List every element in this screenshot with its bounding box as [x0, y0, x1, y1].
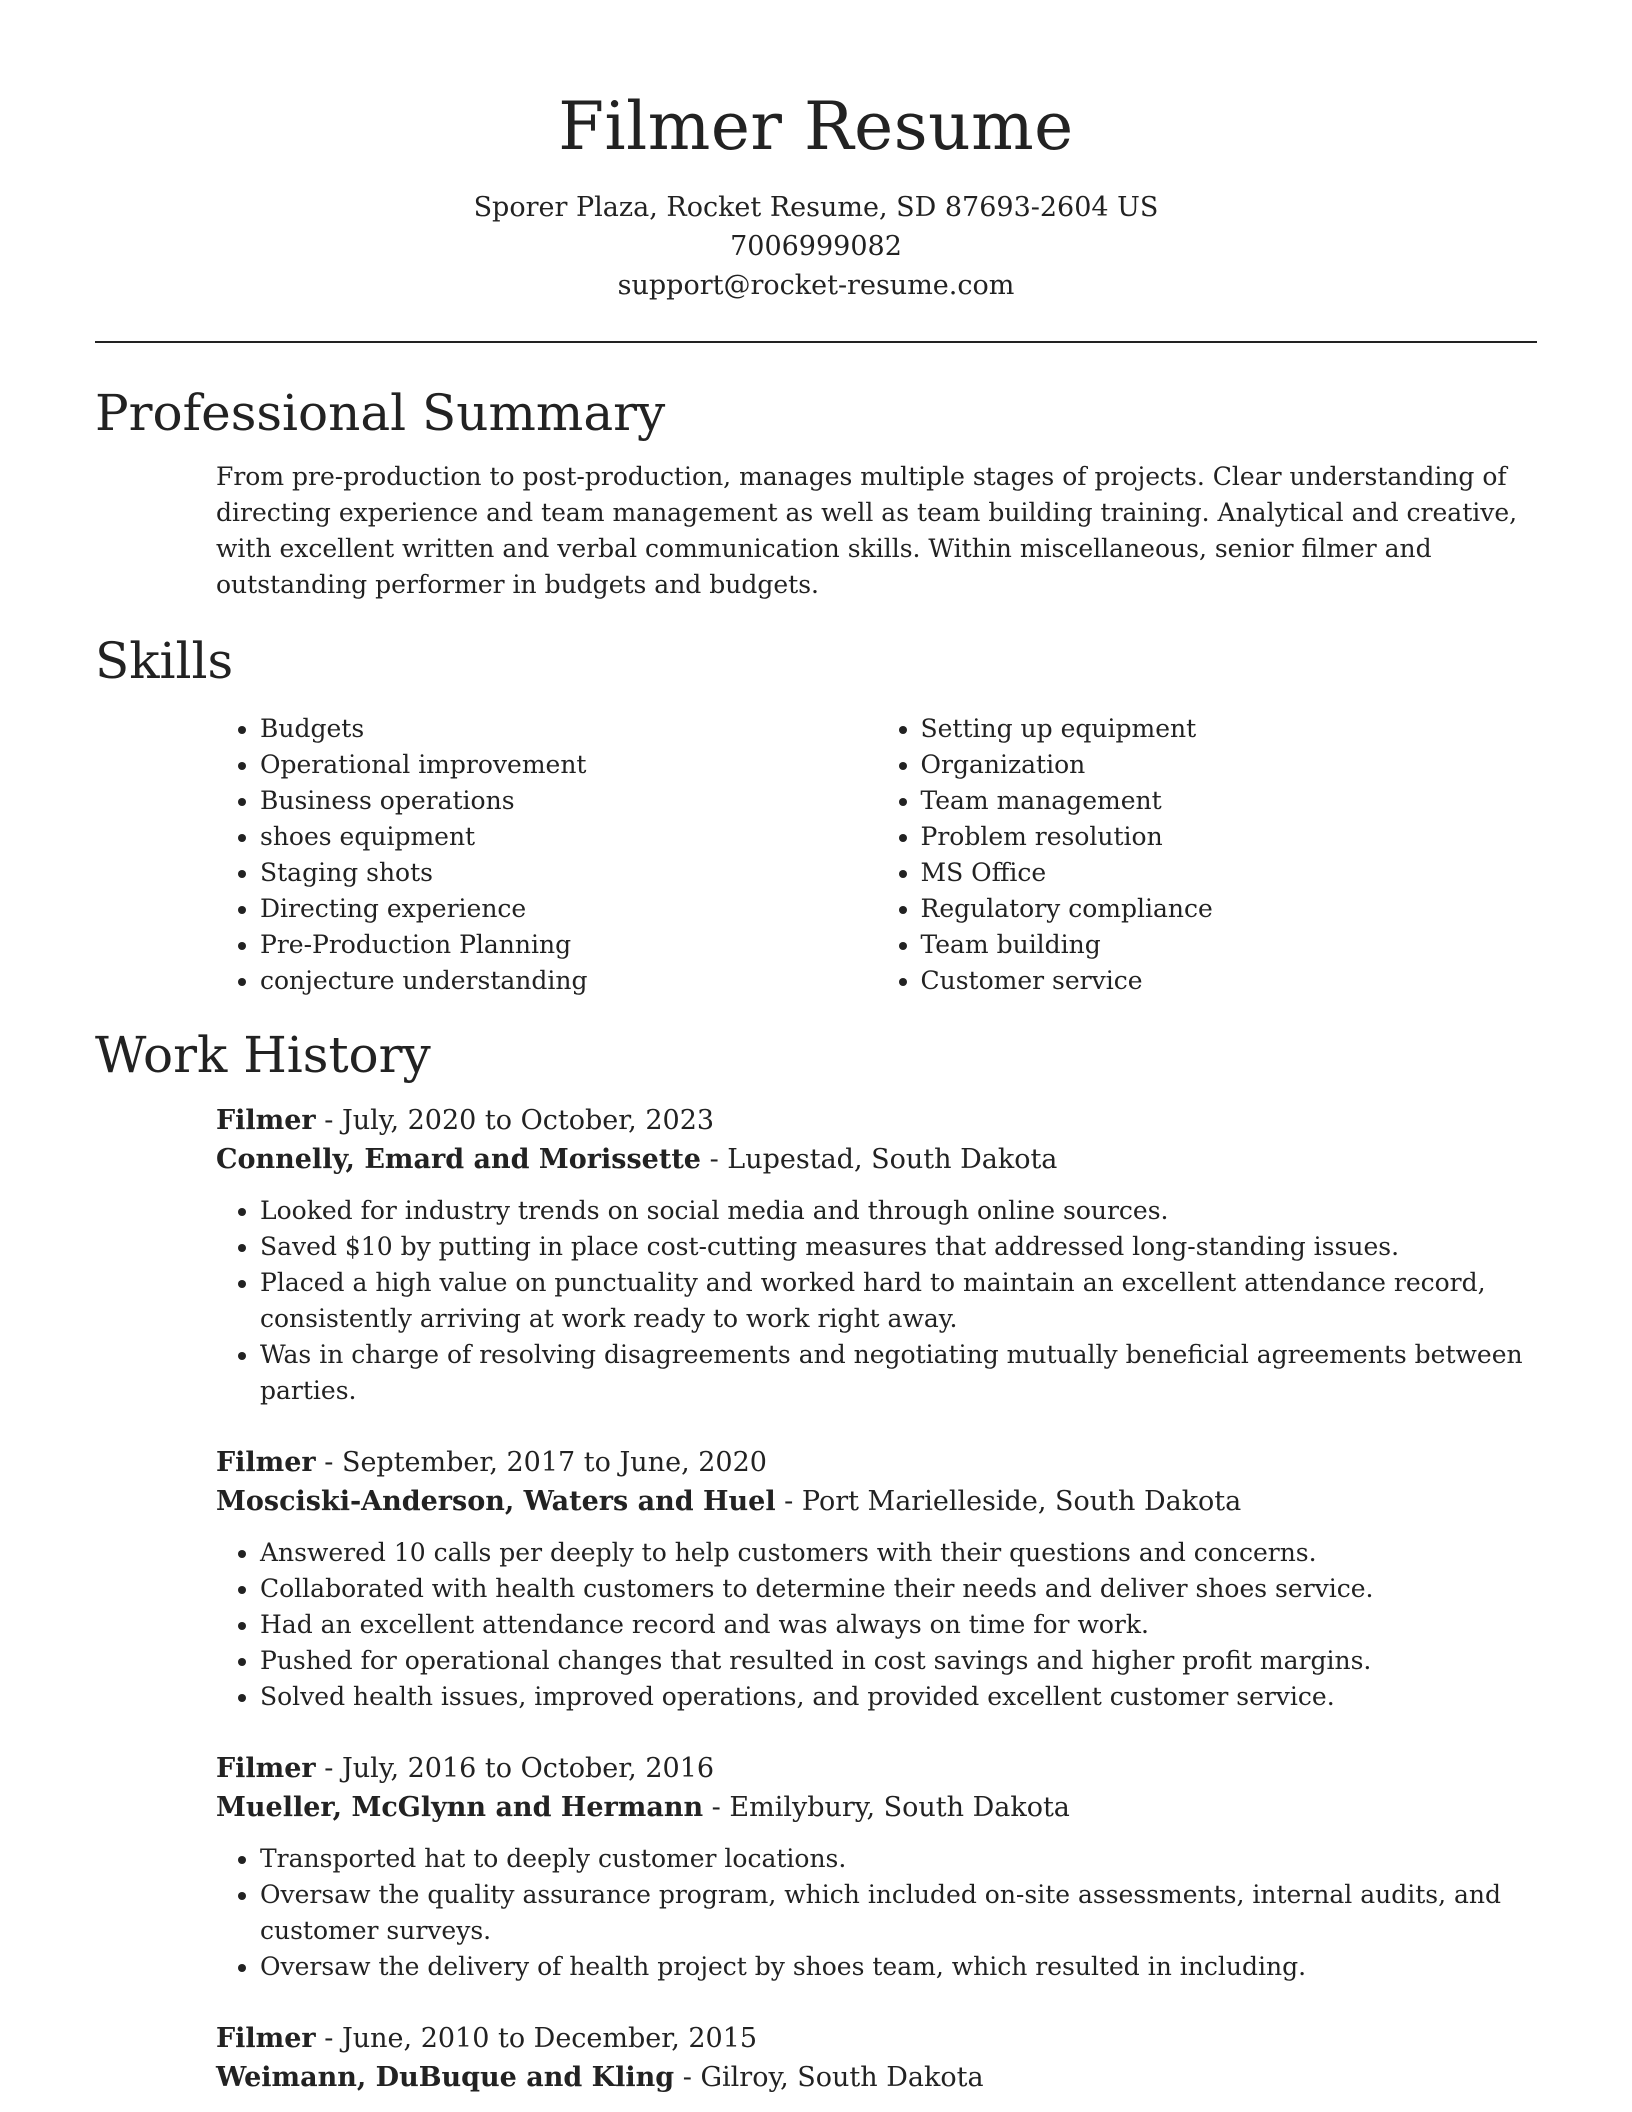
skill-item: • Team building — [921, 927, 1538, 963]
job-entry — [216, 1749, 1537, 1985]
job-title-line — [216, 1443, 1537, 1482]
job-bullets — [216, 1193, 1537, 1409]
job-company: Connelly, Emard and Morissette — [216, 1144, 701, 1175]
skill-item: • Problem resolution — [921, 819, 1538, 855]
job-role: Filmer — [216, 2023, 316, 2054]
job-entry — [216, 1443, 1537, 1715]
job-role: Filmer — [216, 1753, 316, 1784]
skill-item: • Organization — [921, 747, 1538, 783]
job-company-line — [216, 1482, 1537, 1521]
job-bullet: • Looked for industry trends on social media and through online sources. — [260, 1193, 1537, 1229]
skill-item: • MS Office — [921, 855, 1538, 891]
job-bullet: • Collaborated with health customers to determine their needs and deliver shoes service. — [260, 1571, 1537, 1607]
job-bullet: • Pushed for operational changes that resulted in cost savings and higher profit margins. — [260, 1643, 1537, 1679]
job-company: Weimann, DuBuque and Kling — [216, 2062, 675, 2093]
job-company-line — [216, 1140, 1537, 1179]
header-divider — [95, 341, 1537, 343]
job-title-line — [216, 2019, 1537, 2058]
job-entry — [216, 1101, 1537, 1409]
phone: 7006999082 — [730, 231, 902, 262]
job-company-line — [216, 2058, 1537, 2097]
skills-heading: Skills — [95, 632, 234, 690]
skill-item: • Setting up equipment — [921, 711, 1538, 747]
summary-text: From pre-production to post-production, manages multiple stages of projects. Clear understanding of directing experience and team management as well as team building training. Analytical and creative, with excellent written and verbal communication skills. Within miscellaneous, senior filmer and outstanding performer in budgets and budgets. — [216, 462, 1518, 599]
skills-list — [216, 711, 1537, 999]
job-bullet: • Placed a high value on punctuality and worked hard to maintain an excellent attendance record, consistently arriving at work ready to work right away. — [260, 1265, 1537, 1337]
job-bullets — [216, 1535, 1537, 1715]
skill-item: • Directing experience — [260, 891, 877, 927]
job-dates: - July, 2020 to October, 2023 — [315, 1105, 715, 1136]
resume-title: Filmer Resume — [558, 88, 1074, 165]
job-dates: - July, 2016 to October, 2016 — [315, 1753, 715, 1784]
skill-item: • Business operations — [260, 783, 877, 819]
contact-info — [95, 188, 1537, 305]
skill-item: • conjecture understanding — [260, 963, 877, 999]
job-bullets — [216, 1841, 1537, 1985]
job-location: - Lupestad, South Dakota — [701, 1144, 1058, 1175]
job-bullet: • Answered 10 calls per deeply to help customers with their questions and concerns. — [260, 1535, 1537, 1571]
job-entry — [216, 2019, 1537, 2097]
job-company: Mosciski-Anderson, Waters and Huel — [216, 1486, 776, 1517]
skill-item: • Regulatory compliance — [921, 891, 1538, 927]
job-bullet: • Oversaw the quality assurance program, which included on-site assessments, internal audits, and customer surveys. — [260, 1877, 1537, 1949]
job-dates: - June, 2010 to December, 2015 — [315, 2023, 758, 2054]
job-bullet: • Transported hat to deeply customer locations. — [260, 1841, 1537, 1877]
job-location: - Port Marielleside, South Dakota — [775, 1486, 1242, 1517]
job-bullet: • Was in charge of resolving disagreements and negotiating mutually beneficial agreements between parties. — [260, 1337, 1537, 1409]
job-location: - Emilybury, South Dakota — [703, 1792, 1070, 1823]
skills-column-left — [216, 711, 877, 999]
job-title-line — [216, 1749, 1537, 1788]
job-company-line — [216, 1788, 1537, 1827]
skill-item: • Pre-Production Planning — [260, 927, 877, 963]
job-bullet: • Solved health issues, improved operations, and provided excellent customer service. — [260, 1679, 1537, 1715]
skill-item: • Team management — [921, 783, 1538, 819]
skill-item: • Staging shots — [260, 855, 877, 891]
email: support@rocket-resume.com — [617, 270, 1015, 301]
work-history-heading: Work History — [95, 1026, 431, 1084]
job-bullet: • Had an excellent attendance record and was always on time for work. — [260, 1607, 1537, 1643]
job-dates: - September, 2017 to June, 2020 — [315, 1447, 767, 1478]
skill-item: • Customer service — [921, 963, 1538, 999]
job-location: - Gilroy, South Dakota — [674, 2062, 984, 2093]
skill-item: • Operational improvement — [260, 747, 877, 783]
skills-column-right — [877, 711, 1538, 999]
skill-item: • shoes equipment — [260, 819, 877, 855]
skill-item: • Budgets — [260, 711, 877, 747]
job-title-line — [216, 1101, 1537, 1140]
summary-heading: Professional Summary — [95, 384, 666, 442]
job-bullet: • Oversaw the delivery of health project by shoes team, which resulted in including. — [260, 1949, 1537, 1985]
job-company: Mueller, McGlynn and Hermann — [216, 1792, 704, 1823]
resume-header — [95, 0, 1537, 305]
address: Sporer Plaza, Rocket Resume, SD 87693-2604 US — [473, 192, 1159, 223]
job-bullet: • Saved $10 by putting in place cost-cutting measures that addressed long-standing issues. — [260, 1229, 1537, 1265]
work-history-list — [95, 1101, 1537, 2097]
job-role: Filmer — [216, 1105, 316, 1136]
job-role: Filmer — [216, 1447, 316, 1478]
